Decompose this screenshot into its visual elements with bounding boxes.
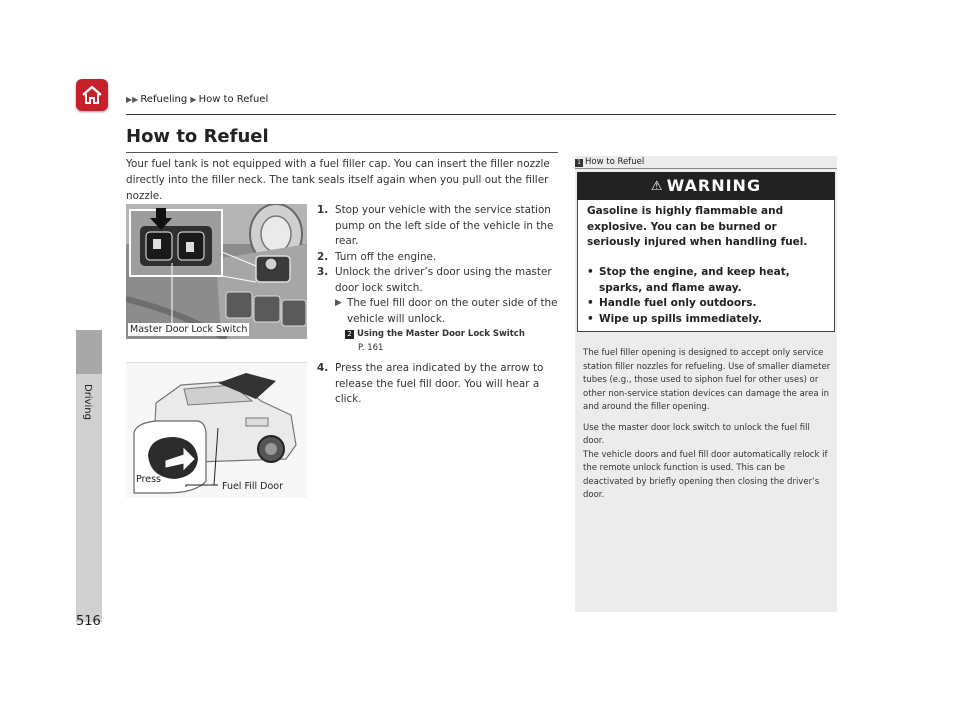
step-number: 3.	[317, 266, 329, 278]
panel-heading	[575, 157, 644, 167]
warning-bullet: • Handle fuel only outdoors.	[587, 296, 829, 312]
header-divider	[126, 114, 836, 115]
warning-header	[577, 172, 835, 200]
press-label: Press	[136, 474, 162, 485]
cross-reference-link[interactable]	[317, 327, 567, 355]
step-number: 2.	[317, 250, 329, 263]
note-paragraph: The fuel filler opening is designed to accept only service station filler nozzles for refueling. Use of smaller diameter tubes (e.g., those used to siphon fuel for other uses) or other non-service station devices can damage the area in and around the filler opening.	[583, 348, 831, 412]
warning-title: WARNING	[666, 176, 762, 195]
page-title: How to Refuel	[126, 126, 269, 147]
home-button[interactable]	[76, 79, 108, 111]
breadcrumb-arrow-icon: ▶▶	[126, 95, 139, 104]
fuel-fill-door-label: Fuel Fill Door	[222, 481, 284, 492]
breadcrumb	[126, 94, 268, 105]
home-icon	[80, 83, 104, 107]
panel-heading-text: How to Refuel	[585, 157, 645, 167]
master-door-lock-switch-illustration	[126, 204, 307, 339]
breadcrumb-item-how-to-refuel[interactable]: How to Refuel	[198, 94, 269, 105]
step-text: Unlock the driver’s door using the master door lock switch.	[335, 266, 552, 294]
step-text: Stop your vehicle with the service station pump on the left side of the vehicle in the rear.	[335, 204, 554, 247]
step-text: Turn off the engine.	[335, 250, 437, 263]
reference-icon: 2	[345, 330, 354, 339]
step-number: 4.	[317, 362, 329, 374]
warning-bullet-list	[587, 265, 829, 327]
door-image-caption: Master Door Lock Switch	[130, 324, 248, 335]
fuel-fill-door-illustration	[126, 362, 307, 498]
note-paragraph: Use the master door lock switch to unlock the fuel fill door.	[583, 422, 810, 446]
intro-paragraph: Your fuel tank is not equipped with a fuel filler cap. You can insert the filler nozzle directly into the filler neck. The tank seals itself again when you pull out the filler nozzle.	[126, 158, 550, 202]
warning-icon: ⚠	[650, 179, 664, 194]
cross-reference-text: Using the Master Door Lock Switch	[357, 329, 525, 339]
warning-bullet: • Wipe up spills immediately.	[587, 312, 829, 328]
door-panel-drawing	[126, 204, 307, 339]
warning-text: Gasoline is highly flammable and explosive. You can be burned or seriously injured when handling fuel.	[587, 205, 808, 248]
step-3-result	[317, 296, 567, 327]
step-4	[317, 361, 567, 408]
step-number: 1.	[317, 204, 329, 216]
breadcrumb-item-refueling[interactable]: Refueling	[140, 94, 188, 105]
reference-icon: 1	[575, 159, 583, 167]
step-1	[317, 203, 567, 250]
title-divider	[126, 152, 558, 153]
side-tab-label: Driving	[82, 384, 93, 420]
panel-divider	[575, 168, 837, 169]
warning-bullet: • Stop the engine, and keep heat, sparks, and flame away.	[587, 265, 829, 296]
result-arrow-icon: ▶	[335, 298, 342, 308]
panel-notes	[583, 347, 831, 510]
side-tab-marker	[76, 330, 102, 374]
step-3-result-text: The fuel fill door on the outer side of the vehicle will unlock.	[347, 297, 558, 325]
cross-reference-page: P. 161	[358, 343, 384, 353]
note-paragraph: The vehicle doors and fuel fill door automatically relock if the remote unlock function is used. This can be deactivated by briefly opening then closing the driver’s door.	[583, 449, 828, 500]
breadcrumb-arrow-icon: ▶	[190, 95, 197, 104]
step-text: Press the area indicated by the arrow to release the fuel fill door. You will hear a click.	[335, 362, 544, 405]
step-list	[317, 203, 567, 408]
page-number: 516	[76, 614, 101, 629]
step-3	[317, 265, 567, 296]
step-2	[317, 250, 567, 266]
